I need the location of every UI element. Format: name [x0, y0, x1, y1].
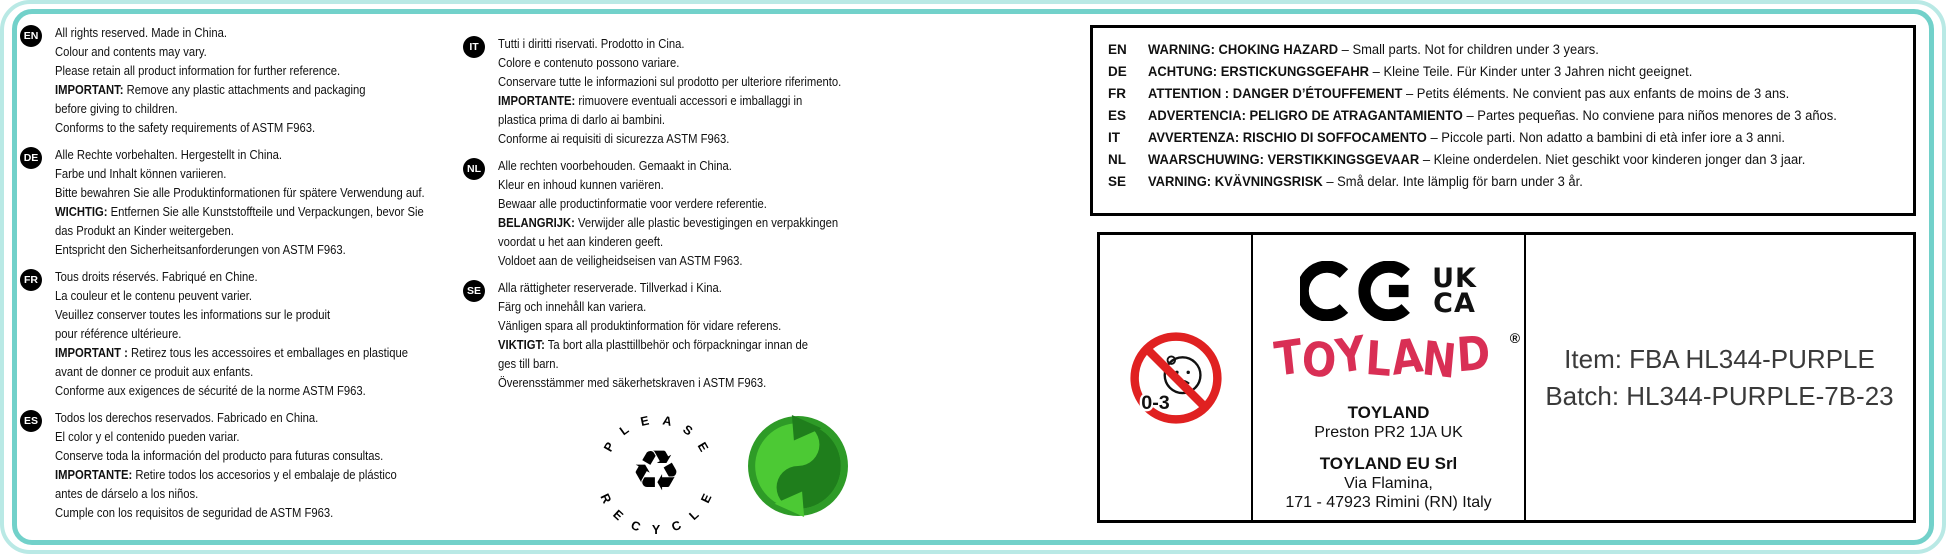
ring-letter: E [694, 439, 711, 455]
paragraph-lines [55, 146, 425, 260]
label-line: before giving to children. [55, 102, 178, 116]
label-line: Conservare tutte le informazioni sul prodotto per ulteriore riferimento. [498, 75, 842, 89]
logo-letter: N [1420, 331, 1459, 390]
label-line: IMPORTANT : Retirez tous les accessoires et emballages en plastique [55, 346, 409, 360]
uk-address [1314, 402, 1463, 442]
uk-address-name: TOYLAND [1347, 403, 1430, 422]
warning-text: WAARSCHUWING: VERSTIKKINGSGEVAAR – Kleine onderdelen. Niet geschikt voor kinderen jonger dan 3 jaar. [1148, 152, 1806, 167]
warning-text: ADVERTENCIA: PELIGRO DE ATRAGANTAMIENTO – Partes pequeñas. No conviene para niños menores de 3 años. [1148, 108, 1837, 123]
middle-language-column [463, 35, 903, 401]
label-line: Veuillez conserver toutes les informations sur le produit [55, 308, 331, 322]
warning-rows [1108, 39, 1913, 193]
recycle-symbols-row [595, 403, 905, 548]
warning-row-nl [1108, 149, 1913, 171]
please-recycle-icon [595, 403, 717, 545]
eu-address-name: TOYLAND EU Srl [1319, 454, 1458, 473]
language-badge-fr: FR [20, 269, 42, 291]
label-line: IMPORTANT: Remove any plastic attachments and packaging [55, 83, 366, 97]
batch-number: Batch: HL344-PURPLE-7B-23 [1545, 380, 1894, 411]
label-line: Please retain all product information for further reference. [55, 64, 341, 78]
label-line: El color y el contenido pueden variar. [55, 430, 240, 444]
lang-section-fr [20, 268, 460, 401]
label-line: Alle rechten voorbehouden. Gemaakt in China. [498, 159, 732, 173]
ukca-mark-icon: UK CA [1432, 263, 1477, 319]
label-line: Färg och innehåll kan variera. [498, 300, 647, 314]
warning-language-code: SE [1108, 174, 1127, 189]
item-batch-cell [1526, 235, 1913, 520]
ring-letter: L [686, 507, 702, 523]
label-line: All rights reserved. Made in China. [55, 26, 227, 40]
registered-trademark-symbol: ® [1509, 330, 1521, 346]
lang-section-nl [463, 157, 903, 271]
eu-address-line2: 171 - 47923 Rimini (RN) Italy [1285, 494, 1492, 511]
label-line: Bitte bewahren Sie alle Produktinformationen für spätere Verwendung auf. [55, 186, 425, 200]
label-line: Tutti i diritti riservati. Prodotto in Cina. [498, 37, 685, 51]
label-line: IMPORTANTE: Retire todos los accesorios y el embalaje de plástico [55, 468, 397, 482]
language-badge-nl: NL [463, 158, 485, 180]
lang-section-de [20, 146, 460, 260]
label-line: Tous droits réservés. Fabriqué en Chine. [55, 270, 258, 284]
label-line: voordat u het aan kinderen geeft. [498, 235, 664, 249]
label-line: Conforme ai requisiti di sicurezza ASTM F963. [498, 132, 730, 146]
lang-section-se [463, 279, 903, 393]
label-line: Bewaar alle productinformatie voor verdere referentie. [498, 197, 767, 211]
label-line: Alla rättigheter reserverade. Tillverkad i Kina. [498, 281, 722, 295]
label-line: das Produkt an Kinder weitergeben. [55, 224, 234, 238]
lang-section-it [463, 35, 903, 149]
language-badge-es: ES [20, 410, 42, 432]
left-language-column [20, 24, 460, 531]
label-line: Cumple con los requisitos de seguridad de ASTM F963. [55, 506, 334, 520]
label-line: Voldoet aan de veiligheidseisen van ASTM F963. [498, 254, 743, 268]
ring-letter: R [597, 491, 614, 506]
eu-address [1285, 453, 1491, 512]
warning-text: ACHTUNG: ERSTICKUNGSGEFAHR – Kleine Teile. Für Kinder unter 3 Jahren nicht geeignet. [1148, 64, 1693, 79]
logo-letter: O [1299, 331, 1339, 390]
label-line: Entspricht den Sicherheitsanforderungen von ASTM F963. [55, 243, 346, 257]
compliance-info-box [1097, 232, 1916, 523]
warning-language-code: IT [1108, 130, 1120, 145]
brand-cell [1253, 235, 1526, 520]
warning-row-it [1108, 127, 1913, 149]
ring-letter: P [601, 439, 618, 455]
label-line: Överensstämmer med säkerhetskraven i ASTM F963. [498, 376, 767, 390]
age-warning-cell [1100, 235, 1253, 520]
lang-section-es [20, 409, 460, 523]
item-number: Item: FBA HL344-PURPLE [1564, 343, 1875, 374]
age-range-label: 0-3 [1140, 391, 1170, 414]
ring-letter: C [669, 517, 684, 535]
label-line: BELANGRIJK: Verwijder alle plastic bevestigingen en verpakkingen [498, 216, 839, 230]
label-line: antes de dárselo a los niños. [55, 487, 199, 501]
warning-text: AVVERTENZA: RISCHIO DI SOFFOCAMENTO – Piccole parti. Non adatto a bambini di età infer iore a 3 anni. [1148, 130, 1785, 145]
warning-row-se [1108, 171, 1913, 193]
label-line: La couleur et le contenu peuvent varier. [55, 289, 253, 303]
recycling-loop-icon: ♻ [630, 438, 682, 504]
label-line: IMPORTANTE: rimuovere eventuali accessori e imballaggi in [498, 94, 803, 108]
warning-language-code: ES [1108, 108, 1127, 123]
warning-language-code: NL [1108, 152, 1126, 167]
choking-hazard-warning-box [1090, 25, 1916, 216]
label-line: Vänligen spara all produktinformation för vidare referens. [498, 319, 782, 333]
warning-language-code: FR [1108, 86, 1126, 101]
label-line: Conserve toda la información del producto para futuras consultas. [55, 449, 384, 463]
label-line: VIKTIGT: Ta bort alla plasttillbehör och förpackningar innan de [498, 338, 808, 352]
ring-letter: S [680, 422, 696, 439]
paragraph-lines [55, 268, 408, 401]
logo-letter: T [1271, 329, 1305, 388]
logo-letter: A [1389, 328, 1426, 387]
age-0-3-prohibition-icon [1129, 331, 1223, 425]
label-line: Colour and contents may vary. [55, 45, 207, 59]
paragraph-lines [498, 157, 838, 271]
warning-row-es [1108, 105, 1913, 127]
language-badge-de: DE [20, 147, 42, 169]
warning-language-code: DE [1108, 64, 1127, 79]
conformity-marks [1300, 259, 1477, 323]
uk-address-line: Preston PR2 1JA UK [1314, 424, 1463, 441]
lang-section-en [20, 24, 460, 138]
label-line: Todos los derechos reservados. Fabricado en China. [55, 411, 319, 425]
label-line: Alle Rechte vorbehalten. Hergestellt in China. [55, 148, 283, 162]
ring-letter: Y [651, 523, 661, 537]
green-dot-icon [747, 415, 849, 517]
logo-letter: Y [1333, 325, 1369, 386]
label-line: Farbe und Inhalt können variieren. [55, 167, 227, 181]
label-line: Conforme aux exigences de sécurité de la norme ASTM F963. [55, 384, 366, 398]
paragraph-lines [55, 24, 366, 138]
ring-letter: L [617, 422, 632, 439]
warning-text: ATTENTION : DANGER D’ÉTOUFFEMENT – Petits éléments. Ne convient pas aux enfants de moins de 3 ans. [1148, 86, 1790, 101]
warning-row-en [1108, 39, 1913, 61]
language-badge-en: EN [20, 25, 42, 47]
ring-letter: E [639, 413, 651, 429]
paragraph-lines [498, 279, 808, 393]
label-line: avant de donner ce produit aux enfants. [55, 365, 254, 379]
label-line: WICHTIG: Entfernen Sie alle Kunststoffteile und Verpackungen, bevor Sie [55, 205, 424, 219]
label-line: Conforms to the safety requirements of ASTM F963. [55, 121, 316, 135]
logo-letter: L [1364, 331, 1394, 388]
label-line: pour référence ultérieure. [55, 327, 182, 341]
warning-language-code: EN [1108, 42, 1127, 57]
label-line: Colore e contenuto possono variare. [498, 56, 680, 70]
paragraph-lines [498, 35, 841, 149]
logo-letter: D [1454, 325, 1492, 384]
warning-row-fr [1108, 83, 1913, 105]
paragraph-lines [55, 409, 397, 523]
ring-letter: E [610, 507, 626, 524]
label-line: ges till barn. [498, 357, 559, 371]
warning-text: WARNING: CHOKING HAZARD – Small parts. Not for children under 3 years. [1148, 42, 1599, 57]
eu-address-line1: Via Flamina, [1344, 475, 1433, 492]
ring-letter: C [628, 517, 643, 535]
ring-letter: A [661, 413, 674, 429]
toyland-logo [1257, 325, 1521, 390]
ring-letter: E [698, 491, 715, 506]
warning-row-de [1108, 61, 1913, 83]
label-line: Kleur en inhoud kunnen variëren. [498, 178, 664, 192]
warning-text: VARNING: KVÄVNINGSRISK – Små delar. Inte lämplig för barn under 3 år. [1148, 174, 1583, 189]
label-line: plastica prima di darlo ai bambini. [498, 113, 665, 127]
ce-mark-icon [1300, 261, 1416, 321]
language-badge-it: IT [463, 36, 485, 58]
language-badge-se: SE [463, 280, 485, 302]
